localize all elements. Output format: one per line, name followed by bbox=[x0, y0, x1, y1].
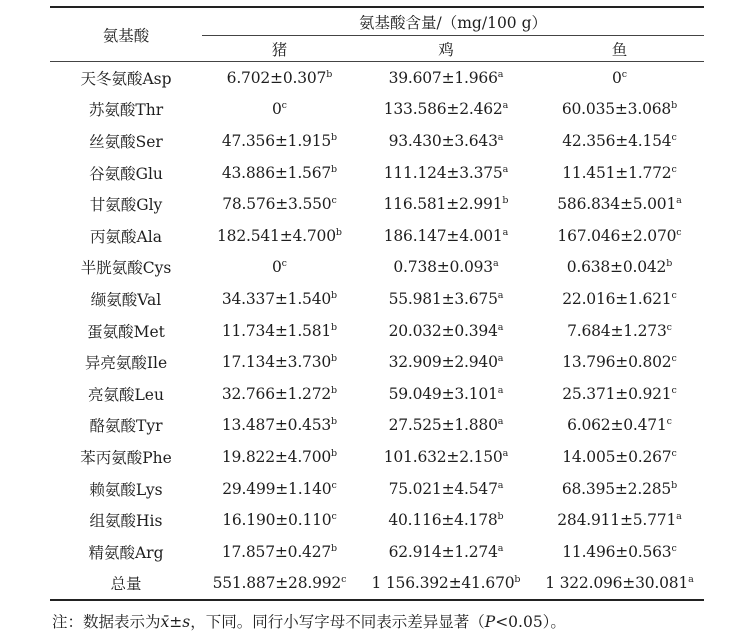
significance-letter: a bbox=[676, 511, 682, 523]
mean-sd-value: 0.638±0.042 bbox=[566, 258, 667, 277]
mean-sd-value: 19.822±4.700 bbox=[221, 447, 332, 466]
mean-sd-value: 17.134±3.730 bbox=[221, 353, 332, 372]
significance-letter: a bbox=[497, 353, 504, 365]
significance-letter: c bbox=[671, 163, 677, 175]
value-cell-fish bbox=[535, 157, 704, 189]
mean-sd-value: 182.541±4.700 bbox=[217, 226, 336, 245]
significance-letter: a bbox=[502, 163, 509, 175]
value-cell-fish bbox=[535, 220, 704, 252]
significance-letter: c bbox=[671, 384, 677, 396]
significance-letter: c bbox=[331, 195, 337, 207]
mean-sd-value: 186.147±4.001 bbox=[383, 226, 503, 245]
significance-letter: c bbox=[671, 542, 677, 554]
value-cell-chicken bbox=[357, 188, 535, 220]
mean-sd-value: 68.395±2.285 bbox=[561, 479, 672, 498]
value-cell-pork bbox=[202, 315, 357, 347]
amino-acid-name: 丝氨酸Ser bbox=[89, 132, 163, 151]
significance-letter: a bbox=[497, 542, 504, 554]
significance-letter: b bbox=[671, 479, 678, 491]
mean-sd-value: 59.049±3.101 bbox=[388, 384, 498, 403]
mean-sd-value: 34.337±1.540 bbox=[221, 289, 332, 308]
value-cell-fish bbox=[535, 441, 704, 473]
mean-sd-value: 43.886±1.567 bbox=[221, 163, 332, 182]
mean-sd-value: 133.586±2.462 bbox=[383, 100, 503, 119]
mean-sd-value: 60.035±3.068 bbox=[561, 100, 672, 119]
significance-letter: a bbox=[497, 321, 504, 333]
table-row bbox=[50, 283, 704, 315]
amino-acid-name: 总量 bbox=[50, 568, 202, 601]
significance-letter: c bbox=[281, 100, 287, 112]
value-cell-chicken bbox=[357, 441, 535, 473]
note-pm: ± bbox=[169, 613, 183, 631]
mean-sd-value: 0 bbox=[272, 100, 282, 119]
amino-acid-name: 缬氨酸Val bbox=[90, 290, 162, 309]
mean-sd-value: 0 bbox=[272, 258, 282, 277]
value-cell-pork bbox=[202, 157, 357, 189]
significance-letter: b bbox=[502, 195, 509, 207]
significance-letter: a bbox=[502, 100, 509, 112]
mean-sd-value: 1 322.096±30.081 bbox=[545, 574, 689, 593]
table-row bbox=[50, 94, 704, 126]
table-row bbox=[50, 188, 704, 220]
mean-sd-value: 32.909±2.940 bbox=[388, 353, 498, 372]
mean-sd-value: 167.046±2.070 bbox=[557, 226, 677, 245]
mean-sd-value: 39.607±1.966 bbox=[388, 68, 498, 87]
mean-sd-value: 75.021±4.547 bbox=[388, 479, 498, 498]
value-cell-fish bbox=[535, 283, 704, 315]
amino-acid-name: 苏氨酸Thr bbox=[88, 101, 164, 120]
amino-acid-name: 亮氨酸Leu bbox=[88, 385, 164, 404]
column-header-pork: 猪 bbox=[202, 36, 357, 62]
significance-letter: a bbox=[492, 258, 499, 270]
significance-letter: b bbox=[326, 68, 333, 80]
significance-letter: b bbox=[331, 384, 338, 396]
value-cell-pork bbox=[202, 346, 357, 378]
mean-sd-value: 47.356±1.915 bbox=[221, 131, 332, 150]
significance-letter: b bbox=[331, 131, 338, 143]
value-cell-pork bbox=[202, 378, 357, 410]
value-cell-chicken bbox=[357, 315, 535, 347]
value-cell-fish bbox=[535, 188, 704, 220]
amino-acid-name: 谷氨酸Glu bbox=[89, 164, 163, 183]
significance-letter: c bbox=[666, 416, 672, 428]
significance-letter: b bbox=[331, 416, 338, 428]
amino-acid-name: 组氨酸His bbox=[89, 512, 163, 531]
value-cell-fish bbox=[535, 378, 704, 410]
significance-letter: a bbox=[497, 384, 504, 396]
column-header-chicken: 鸡 bbox=[357, 36, 535, 62]
significance-letter: c bbox=[331, 479, 337, 491]
mean-sd-value: 0.738±0.093 bbox=[393, 258, 493, 277]
value-cell-chicken bbox=[357, 125, 535, 157]
significance-letter: b bbox=[497, 511, 504, 523]
value-cell-pork bbox=[202, 220, 357, 252]
mean-sd-value: 0 bbox=[612, 68, 622, 87]
significance-letter: b bbox=[331, 163, 338, 175]
table-row bbox=[50, 125, 704, 157]
value-cell-pork bbox=[202, 125, 357, 157]
mean-sd-value: 62.914±1.274 bbox=[388, 542, 498, 561]
table-header bbox=[50, 7, 704, 62]
significance-letter: a bbox=[497, 68, 504, 80]
value-cell-chicken bbox=[357, 62, 535, 94]
mean-sd-value: 14.005±0.267 bbox=[562, 447, 672, 466]
mean-sd-value: 17.857±0.427 bbox=[221, 542, 332, 561]
significance-letter: c bbox=[341, 574, 347, 586]
table-row bbox=[50, 410, 704, 442]
mean-sd-value: 13.796±0.802 bbox=[562, 353, 672, 372]
value-cell-pork bbox=[202, 536, 357, 568]
value-cell-fish bbox=[535, 568, 704, 601]
significance-letter: b bbox=[335, 226, 342, 238]
mean-sd-value: 40.116±4.178 bbox=[388, 511, 498, 530]
value-cell-chicken bbox=[357, 157, 535, 189]
significance-letter: b bbox=[331, 542, 338, 554]
column-header-fish: 鱼 bbox=[535, 36, 704, 62]
significance-letter: a bbox=[497, 289, 504, 301]
mean-sd-value: 6.062±0.471 bbox=[567, 416, 667, 435]
amino-acid-name: 苯丙氨酸Phe bbox=[80, 448, 172, 467]
value-cell-fish bbox=[535, 94, 704, 126]
value-cell-pork bbox=[202, 441, 357, 473]
value-cell-fish bbox=[535, 504, 704, 536]
value-cell-fish bbox=[535, 315, 704, 347]
significance-letter: c bbox=[671, 447, 677, 459]
value-cell-pork bbox=[202, 283, 357, 315]
mean-sd-value: 284.911±5.771 bbox=[557, 511, 677, 530]
mean-sd-value: 116.581±2.991 bbox=[383, 195, 503, 214]
mean-sd-value: 11.734±1.581 bbox=[221, 321, 332, 340]
significance-letter: c bbox=[621, 68, 628, 80]
value-cell-pork bbox=[202, 188, 357, 220]
note-mean-symbol: x̄ bbox=[160, 613, 170, 631]
table-row bbox=[50, 441, 704, 473]
significance-letter: c bbox=[666, 321, 672, 333]
value-cell-pork bbox=[202, 473, 357, 505]
mean-sd-value: 22.016±1.621 bbox=[562, 289, 672, 308]
amino-acid-table-container bbox=[50, 6, 704, 601]
table-row bbox=[50, 568, 704, 601]
amino-acid-name: 丙氨酸Ala bbox=[90, 227, 162, 246]
value-cell-fish bbox=[535, 536, 704, 568]
value-cell-pork bbox=[202, 568, 357, 601]
mean-sd-value: 101.632±2.150 bbox=[383, 447, 503, 466]
note-p-rest: <0.05）。 bbox=[495, 613, 566, 631]
amino-acid-name: 异亮氨酸Ile bbox=[84, 354, 168, 373]
note-p-symbol: P bbox=[484, 613, 496, 631]
value-cell-pork bbox=[202, 252, 357, 284]
table-row bbox=[50, 378, 704, 410]
content-group-header: 氨基酸含量/（mg/100 g） bbox=[202, 7, 704, 36]
mean-sd-value: 11.451±1.772 bbox=[562, 163, 672, 182]
significance-letter: b bbox=[331, 321, 338, 333]
value-cell-pork bbox=[202, 94, 357, 126]
table-row bbox=[50, 346, 704, 378]
value-cell-chicken bbox=[357, 536, 535, 568]
value-cell-chicken bbox=[357, 252, 535, 284]
value-cell-fish bbox=[535, 410, 704, 442]
mean-sd-value: 93.430±3.643 bbox=[388, 131, 498, 150]
value-cell-fish bbox=[535, 62, 704, 94]
amino-acid-name: 蛋氨酸Met bbox=[87, 322, 165, 341]
note-mid: ，下同。同行小写字母不同表示差异显著（ bbox=[190, 613, 485, 631]
note-prefix: 注：数据表示为 bbox=[52, 613, 161, 631]
table-row bbox=[50, 252, 704, 284]
significance-letter: a bbox=[502, 447, 509, 459]
mean-sd-value: 111.124±3.375 bbox=[383, 163, 503, 182]
amino-acid-name: 精氨酸Arg bbox=[88, 543, 164, 562]
significance-letter: a bbox=[676, 195, 682, 207]
significance-letter: a bbox=[502, 226, 509, 238]
value-cell-fish bbox=[535, 125, 704, 157]
table-row bbox=[50, 220, 704, 252]
significance-letter: c bbox=[671, 131, 677, 143]
mean-sd-value: 32.766±1.272 bbox=[221, 384, 332, 403]
table-row bbox=[50, 473, 704, 505]
mean-sd-value: 27.525±1.880 bbox=[388, 416, 498, 435]
mean-sd-value: 55.981±3.675 bbox=[388, 289, 498, 308]
amino-acid-name: 半胱氨酸Cys bbox=[80, 259, 172, 278]
value-cell-chicken bbox=[357, 473, 535, 505]
value-cell-fish bbox=[535, 473, 704, 505]
value-cell-chicken bbox=[357, 346, 535, 378]
mean-sd-value: 1 156.392±41.670 bbox=[371, 574, 515, 593]
value-cell-pork bbox=[202, 504, 357, 536]
table-body bbox=[50, 62, 704, 601]
mean-sd-value: 13.487±0.453 bbox=[221, 416, 332, 435]
significance-letter: c bbox=[676, 226, 682, 238]
table-row bbox=[50, 157, 704, 189]
value-cell-fish bbox=[535, 346, 704, 378]
value-cell-chicken bbox=[357, 94, 535, 126]
mean-sd-value: 16.190±0.110 bbox=[222, 511, 332, 530]
value-cell-chicken bbox=[357, 410, 535, 442]
significance-letter: a bbox=[497, 131, 504, 143]
mean-sd-value: 586.834±5.001 bbox=[557, 195, 677, 214]
significance-letter: a bbox=[497, 416, 504, 428]
amino-acid-table bbox=[50, 6, 704, 601]
amino-acid-name: 天冬氨酸Asp bbox=[80, 69, 172, 88]
mean-sd-value: 11.496±0.563 bbox=[562, 542, 672, 561]
significance-letter: a bbox=[497, 479, 504, 491]
mean-sd-value: 29.499±1.140 bbox=[222, 479, 332, 498]
significance-letter: b bbox=[666, 258, 673, 270]
mean-sd-value: 78.576±3.550 bbox=[222, 195, 332, 214]
amino-acid-name: 甘氨酸Gly bbox=[89, 196, 163, 215]
significance-letter: c bbox=[331, 511, 337, 523]
significance-letter: a bbox=[688, 574, 694, 586]
value-cell-chicken bbox=[357, 220, 535, 252]
significance-letter: b bbox=[671, 100, 678, 112]
amino-acid-name: 酪氨酸Tyr bbox=[89, 417, 163, 436]
table-row bbox=[50, 62, 704, 94]
mean-sd-value: 6.702±0.307 bbox=[226, 68, 327, 87]
value-cell-pork bbox=[202, 62, 357, 94]
significance-letter: c bbox=[671, 289, 677, 301]
table-footnote bbox=[52, 610, 566, 632]
value-cell-chicken bbox=[357, 568, 535, 601]
mean-sd-value: 551.887±28.992 bbox=[212, 574, 342, 593]
amino-acid-name: 赖氨酸Lys bbox=[89, 480, 163, 499]
significance-letter: c bbox=[671, 353, 677, 365]
mean-sd-value: 42.356±4.154 bbox=[562, 131, 672, 150]
value-cell-chicken bbox=[357, 378, 535, 410]
value-cell-pork bbox=[202, 410, 357, 442]
mean-sd-value: 20.032±0.394 bbox=[388, 321, 498, 340]
significance-letter: b bbox=[331, 353, 338, 365]
significance-letter: b bbox=[331, 447, 338, 459]
significance-letter: b bbox=[331, 289, 338, 301]
mean-sd-value: 7.684±1.273 bbox=[567, 321, 667, 340]
value-cell-fish bbox=[535, 252, 704, 284]
table-row bbox=[50, 536, 704, 568]
amino-acid-header: 氨基酸 bbox=[50, 7, 202, 62]
mean-sd-value: 25.371±0.921 bbox=[562, 384, 672, 403]
value-cell-chicken bbox=[357, 283, 535, 315]
note-sd-symbol: s bbox=[182, 613, 191, 631]
table-row bbox=[50, 315, 704, 347]
value-cell-chicken bbox=[357, 504, 535, 536]
significance-letter: b bbox=[514, 574, 521, 586]
table-row bbox=[50, 504, 704, 536]
significance-letter: c bbox=[281, 258, 287, 270]
